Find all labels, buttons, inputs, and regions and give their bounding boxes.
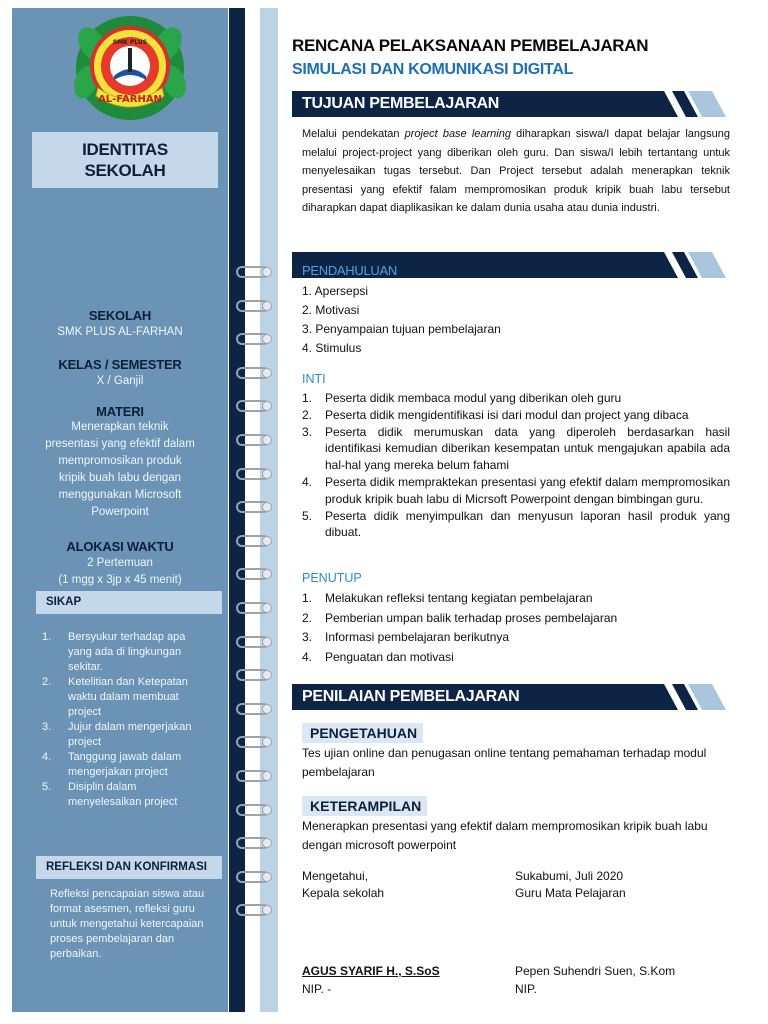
penutup-list bbox=[302, 589, 730, 667]
list-item: 3. Jujur dalam mengerjakan project bbox=[42, 721, 192, 748]
sign-left-line2: Kepala sekolah bbox=[302, 886, 385, 900]
binder-ring bbox=[236, 501, 270, 511]
binder-ring bbox=[236, 602, 270, 612]
list-item: 4. Tanggung jawab dalam mengerjakan project bbox=[42, 751, 182, 778]
inti-heading: INTI bbox=[302, 372, 326, 386]
headmaster-nip: NIP. - bbox=[302, 982, 332, 996]
keterampilan-text: Menerapkan presentasi yang efektif dalam mempromosikan kripik buah labu dengan microsoft powerpoint bbox=[302, 819, 708, 852]
list-item: 3. Peserta didik merumuskan data yang diperoleh berdasarkan hasil identifikasi kemudian diberikan kesempatan untuk mengajukan apabila ada hal-hal yang mereka belum fahami bbox=[302, 424, 730, 473]
list-item: 2. Ketelitian dan Ketepatan waktu dalam membuat project bbox=[42, 676, 188, 718]
list-item: 5. Peserta didik menyimpulkan dan menyusun laporan hasil produk yang dibuat. bbox=[302, 508, 730, 540]
materi-value bbox=[12, 419, 228, 521]
document-title: RENCANA PELAKSANAAN PEMBELAJARAN bbox=[292, 36, 649, 55]
binder-ring bbox=[236, 736, 270, 746]
tujuan-paragraph: Melalui pendekatan project base learning diharapkan siswa/I dapat belajar langsung melalui project-project yang diberikan oleh guru. Dan siswa/I lebih tertantang untuk menyelesaikan tugas tersebut. Dan Project tersebut adalah menerapkan teknik presentasi yang efektif falam mempromosikan produk kripik buah labu tersebut diharapkan dapat diaplikasikan ke dalam dunia usaha atau dunia industri. bbox=[302, 128, 730, 214]
logo-text: AL-FARHAN bbox=[98, 94, 162, 105]
materi-line: menggunakan Microsoft bbox=[58, 489, 182, 501]
inti-list bbox=[302, 390, 730, 541]
sikap-list bbox=[40, 630, 210, 810]
binder-ring bbox=[236, 669, 270, 679]
materi-line: Powerpoint bbox=[91, 506, 149, 518]
headmaster-name: AGUS SYARIF H., S.SoS bbox=[302, 964, 440, 978]
list-item: 2. Pemberian umpan balik terhadap proses pembelajaran bbox=[302, 610, 618, 625]
materi-line: presentasi yang efektif dalam bbox=[45, 438, 195, 450]
sekolah-label: SEKOLAH bbox=[88, 308, 152, 323]
identity-title-line2: SEKOLAH bbox=[84, 161, 166, 180]
penilaian-heading: PENILAIAN PEMBELAJARAN bbox=[302, 688, 520, 705]
sign-right-line2: Guru Mata Pelajaran bbox=[515, 886, 626, 900]
binder-ring bbox=[236, 535, 270, 545]
list-item: 5. Disiplin dalam menyelesaikan project bbox=[42, 781, 178, 808]
penilaian-banner bbox=[292, 684, 732, 710]
penutup-heading: PENUTUP bbox=[302, 571, 362, 585]
list-item: 4. Penguatan dan motivasi bbox=[302, 649, 454, 664]
binder-ring bbox=[236, 434, 270, 444]
binder-ring bbox=[236, 770, 270, 780]
sign-left-line1: Mengetahui, bbox=[302, 869, 369, 883]
binder-ring bbox=[236, 804, 270, 814]
list-item: 4. Peserta didik mempraktekan presentasi yang efektif dalam mempromosikan produk kripik buah labu di Micrsoft Powerpoint dengan bimbingan guru. bbox=[302, 474, 730, 506]
materi-label: MATERI bbox=[96, 404, 144, 419]
list-item: 2. Motivasi bbox=[302, 303, 360, 317]
identity-box bbox=[32, 132, 218, 188]
binder-ring bbox=[236, 266, 270, 276]
list-item: 1. Peserta didik membaca modul yang diberikan oleh guru bbox=[302, 391, 622, 405]
binder-ring bbox=[236, 333, 270, 343]
sign-right-line1: Sukabumi, Juli 2020 bbox=[515, 869, 624, 883]
list-item: 1. Bersyukur terhadap apa yang ada di lingkungan sekitar. bbox=[42, 631, 186, 673]
binder-ring bbox=[236, 367, 270, 377]
school-logo bbox=[74, 14, 186, 122]
keterampilan-label: KETERAMPILAN bbox=[302, 796, 427, 816]
pengetahuan-label: PENGETAHUAN bbox=[302, 723, 423, 743]
teacher-name: Pepen Suhendri Suen, S.Kom bbox=[515, 964, 676, 978]
binder-ring bbox=[236, 400, 270, 410]
identity-title-line1: IDENTITAS bbox=[82, 140, 168, 159]
list-item: 1. Apersepsi bbox=[302, 284, 369, 298]
refleksi-text: Refleksi pencapaian siswa atau format asesmen, refleksi guru untuk mengetahui ketercapaian proses pembelajaran dan perbaikan. bbox=[50, 888, 205, 960]
binder-ring bbox=[236, 904, 270, 914]
binder-ring bbox=[236, 703, 270, 713]
list-item: 3. Penyampaian tujuan pembelajaran bbox=[302, 322, 501, 336]
list-item: 2. Peserta didik mengidentifikasi isi dari modul dan project yang dibaca bbox=[302, 407, 689, 422]
materi-line: kripik buah labu dengan bbox=[58, 472, 182, 484]
pendahuluan-banner bbox=[292, 252, 732, 278]
pengetahuan-text: Tes ujian online dan penugasan online tentang pemahaman terhadap modul pembelajaran bbox=[302, 746, 707, 779]
binder-ring bbox=[236, 568, 270, 578]
logo-small-text: SMK PLUS bbox=[112, 39, 148, 46]
list-item: 4. Stimulus bbox=[302, 341, 362, 355]
list-item: 1. Melakukan refleksi tentang kegiatan pembelajaran bbox=[302, 591, 593, 605]
refleksi-label: REFLEKSI DAN KONFIRMASI bbox=[36, 856, 222, 879]
binder-ring bbox=[236, 871, 270, 881]
document-subtitle: SIMULASI DAN KOMUNIKASI DIGITAL bbox=[292, 61, 574, 78]
tujuan-banner bbox=[292, 91, 732, 117]
teacher-nip: NIP. bbox=[515, 982, 537, 996]
materi-line: mempromosikan produk bbox=[58, 455, 182, 467]
alokasi-line1: 2 Pertemuan bbox=[87, 557, 153, 569]
pendahuluan-heading: PENDAHULUAN bbox=[302, 263, 397, 278]
binder-ring bbox=[236, 837, 270, 847]
sikap-label: SIKAP bbox=[36, 591, 222, 614]
binder-ring bbox=[236, 636, 270, 646]
kelas-value: X / Ganjil bbox=[96, 375, 144, 387]
materi-line: Menerapkan teknik bbox=[71, 421, 169, 433]
binder-ring bbox=[236, 300, 270, 310]
kelas-label: KELAS / SEMESTER bbox=[58, 357, 182, 372]
binder-ring bbox=[236, 468, 270, 478]
list-item: 3. Informasi pembelajaran berikutnya bbox=[302, 630, 510, 644]
tujuan-heading: TUJUAN PEMBELAJARAN bbox=[302, 95, 499, 112]
alokasi-label: ALOKASI WAKTU bbox=[66, 539, 174, 554]
alokasi-line2: (1 mgg x 3jp x 45 menit) bbox=[58, 574, 182, 586]
pendahuluan-list bbox=[302, 282, 501, 358]
sekolah-value: SMK PLUS AL-FARHAN bbox=[57, 326, 183, 338]
